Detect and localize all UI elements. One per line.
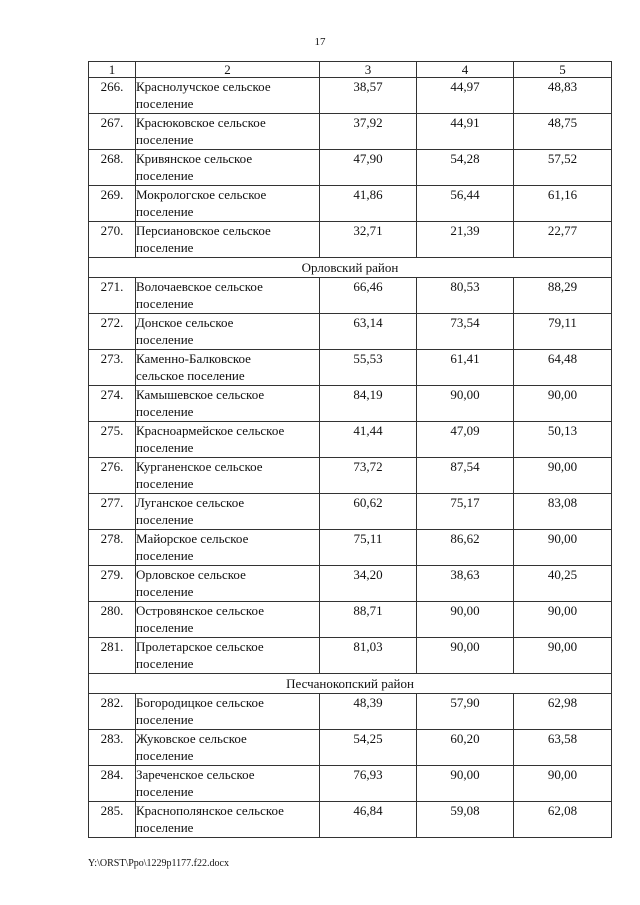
row-number: 266. <box>89 78 136 114</box>
value-c5: 90,00 <box>514 458 612 494</box>
value-c4: 56,44 <box>417 186 514 222</box>
row-number: 271. <box>89 278 136 314</box>
page-number: 17 <box>314 36 326 48</box>
value-c5: 61,16 <box>514 186 612 222</box>
section-header-row <box>89 258 612 278</box>
table-row <box>89 78 612 114</box>
settlement-name-line: Майорское сельское <box>136 531 249 546</box>
value-c5: 48,75 <box>514 114 612 150</box>
column-header: 1 <box>89 62 136 78</box>
column-header: 2 <box>136 62 320 78</box>
settlement-name <box>136 730 320 766</box>
settlement-name-line: поселение <box>136 620 194 635</box>
settlement-name <box>136 494 320 530</box>
settlement-name-line: поселение <box>136 240 194 255</box>
settlement-name-line: Жуковское сельское <box>136 731 247 746</box>
settlement-name-line: Зареченское сельское <box>136 767 255 782</box>
value-c4: 90,00 <box>417 386 514 422</box>
settlement-name-line: поселение <box>136 748 194 763</box>
value-c5: 90,00 <box>514 386 612 422</box>
settlement-name-line: поселение <box>136 584 194 599</box>
value-c3: 66,46 <box>320 278 417 314</box>
settlement-name-line: сельское поселение <box>136 368 245 383</box>
section-title: Орловский район <box>89 258 612 278</box>
settlement-name <box>136 350 320 386</box>
value-c3: 54,25 <box>320 730 417 766</box>
value-c4: 38,63 <box>417 566 514 602</box>
data-table <box>88 61 612 838</box>
table-row <box>89 694 612 730</box>
value-c4: 86,62 <box>417 530 514 566</box>
value-c4: 60,20 <box>417 730 514 766</box>
settlement-name <box>136 222 320 258</box>
settlement-name <box>136 458 320 494</box>
value-c3: 88,71 <box>320 602 417 638</box>
settlement-name-line: поселение <box>136 96 194 111</box>
row-number: 274. <box>89 386 136 422</box>
value-c3: 60,62 <box>320 494 417 530</box>
value-c4: 21,39 <box>417 222 514 258</box>
table-row <box>89 386 612 422</box>
settlement-name-line: поселение <box>136 656 194 671</box>
value-c5: 62,98 <box>514 694 612 730</box>
value-c5: 90,00 <box>514 530 612 566</box>
value-c5: 90,00 <box>514 602 612 638</box>
settlement-name-line: поселение <box>136 132 194 147</box>
value-c3: 41,86 <box>320 186 417 222</box>
value-c3: 32,71 <box>320 222 417 258</box>
settlement-name-line: Краснолучское сельское <box>136 79 271 94</box>
value-c4: 44,97 <box>417 78 514 114</box>
value-c3: 84,19 <box>320 386 417 422</box>
settlement-name-line: Островянское сельское <box>136 603 264 618</box>
settlement-name-line: поселение <box>136 204 194 219</box>
value-c5: 90,00 <box>514 638 612 674</box>
table-row <box>89 222 612 258</box>
settlement-name <box>136 78 320 114</box>
value-c5: 90,00 <box>514 766 612 802</box>
value-c4: 54,28 <box>417 150 514 186</box>
value-c5: 57,52 <box>514 150 612 186</box>
settlement-name <box>136 386 320 422</box>
settlement-name-line: поселение <box>136 332 194 347</box>
table-row <box>89 458 612 494</box>
settlement-name-line: поселение <box>136 440 194 455</box>
settlement-name <box>136 278 320 314</box>
row-number: 269. <box>89 186 136 222</box>
table-row <box>89 494 612 530</box>
table-row <box>89 186 612 222</box>
column-header: 5 <box>514 62 612 78</box>
table-row <box>89 602 612 638</box>
row-number: 273. <box>89 350 136 386</box>
section-header-row <box>89 674 612 694</box>
value-c5: 79,11 <box>514 314 612 350</box>
value-c3: 46,84 <box>320 802 417 838</box>
row-number: 268. <box>89 150 136 186</box>
value-c4: 90,00 <box>417 766 514 802</box>
value-c5: 48,83 <box>514 78 612 114</box>
value-c4: 59,08 <box>417 802 514 838</box>
value-c3: 37,92 <box>320 114 417 150</box>
value-c3: 41,44 <box>320 422 417 458</box>
row-number: 284. <box>89 766 136 802</box>
settlement-name-line: поселение <box>136 512 194 527</box>
value-c4: 90,00 <box>417 602 514 638</box>
settlement-name-line: Курганенское сельское <box>136 459 263 474</box>
column-header: 4 <box>417 62 514 78</box>
column-header: 3 <box>320 62 417 78</box>
value-c4: 57,90 <box>417 694 514 730</box>
value-c4: 61,41 <box>417 350 514 386</box>
settlement-name <box>136 802 320 838</box>
settlement-name-line: Красноармейское сельское <box>136 423 285 438</box>
settlement-name <box>136 530 320 566</box>
settlement-name <box>136 314 320 350</box>
value-c4: 80,53 <box>417 278 514 314</box>
settlement-name-line: поселение <box>136 476 194 491</box>
settlement-name-line: поселение <box>136 404 194 419</box>
settlement-name <box>136 602 320 638</box>
settlement-name-line: поселение <box>136 712 194 727</box>
value-c3: 63,14 <box>320 314 417 350</box>
table-row <box>89 278 612 314</box>
value-c3: 75,11 <box>320 530 417 566</box>
value-c5: 88,29 <box>514 278 612 314</box>
value-c3: 38,57 <box>320 78 417 114</box>
value-c3: 48,39 <box>320 694 417 730</box>
settlement-name <box>136 114 320 150</box>
table-row <box>89 422 612 458</box>
value-c5: 64,48 <box>514 350 612 386</box>
settlement-name-line: Пролетарское сельское <box>136 639 264 654</box>
file-path-footer: Y:\ORST\Ppo\1229p1177.f22.docx <box>88 858 229 869</box>
value-c5: 50,13 <box>514 422 612 458</box>
settlement-name-line: Мокрологское сельское <box>136 187 267 202</box>
value-c5: 63,58 <box>514 730 612 766</box>
settlement-name-line: поселение <box>136 296 194 311</box>
value-c4: 47,09 <box>417 422 514 458</box>
settlement-name-line: Донское сельское <box>136 315 234 330</box>
settlement-name-line: поселение <box>136 784 194 799</box>
table-row <box>89 638 612 674</box>
row-number: 272. <box>89 314 136 350</box>
value-c3: 34,20 <box>320 566 417 602</box>
row-number: 277. <box>89 494 136 530</box>
settlement-name-line: Камышевское сельское <box>136 387 265 402</box>
settlement-name-line: Красюковское сельское <box>136 115 266 130</box>
settlement-name <box>136 694 320 730</box>
row-number: 278. <box>89 530 136 566</box>
table-row <box>89 350 612 386</box>
value-c5: 62,08 <box>514 802 612 838</box>
value-c3: 81,03 <box>320 638 417 674</box>
settlement-name-line: Каменно-Балковское <box>136 351 251 366</box>
table-row <box>89 730 612 766</box>
settlement-name-line: поселение <box>136 820 194 835</box>
table-row <box>89 150 612 186</box>
table-row <box>89 766 612 802</box>
row-number: 275. <box>89 422 136 458</box>
value-c3: 76,93 <box>320 766 417 802</box>
value-c3: 47,90 <box>320 150 417 186</box>
settlement-name <box>136 766 320 802</box>
row-number: 281. <box>89 638 136 674</box>
row-number: 282. <box>89 694 136 730</box>
value-c5: 83,08 <box>514 494 612 530</box>
table-header-row <box>89 62 612 78</box>
row-number: 279. <box>89 566 136 602</box>
settlement-name-line: поселение <box>136 548 194 563</box>
table-row <box>89 314 612 350</box>
value-c3: 55,53 <box>320 350 417 386</box>
value-c5: 22,77 <box>514 222 612 258</box>
section-title: Песчанокопский район <box>89 674 612 694</box>
settlement-name <box>136 422 320 458</box>
settlement-name-line: поселение <box>136 168 194 183</box>
settlement-name-line: Луганское сельское <box>136 495 245 510</box>
settlement-name-line: Богородицкое сельское <box>136 695 264 710</box>
value-c4: 90,00 <box>417 638 514 674</box>
value-c5: 40,25 <box>514 566 612 602</box>
settlement-name-line: Краснополянское сельское <box>136 803 284 818</box>
row-number: 270. <box>89 222 136 258</box>
settlement-name-line: Волочаевское сельское <box>136 279 263 294</box>
settlement-name-line: Кривянское сельское <box>136 151 253 166</box>
settlement-name <box>136 150 320 186</box>
settlement-name-line: Орловское сельское <box>136 567 246 582</box>
value-c4: 44,91 <box>417 114 514 150</box>
table-row <box>89 566 612 602</box>
value-c4: 73,54 <box>417 314 514 350</box>
settlement-name-line: Персиановское сельское <box>136 223 271 238</box>
row-number: 283. <box>89 730 136 766</box>
settlement-name <box>136 186 320 222</box>
settlement-name <box>136 566 320 602</box>
settlement-name <box>136 638 320 674</box>
table-row <box>89 114 612 150</box>
row-number: 285. <box>89 802 136 838</box>
value-c4: 87,54 <box>417 458 514 494</box>
row-number: 276. <box>89 458 136 494</box>
table-row <box>89 530 612 566</box>
row-number: 280. <box>89 602 136 638</box>
value-c4: 75,17 <box>417 494 514 530</box>
row-number: 267. <box>89 114 136 150</box>
table-row <box>89 802 612 838</box>
value-c3: 73,72 <box>320 458 417 494</box>
